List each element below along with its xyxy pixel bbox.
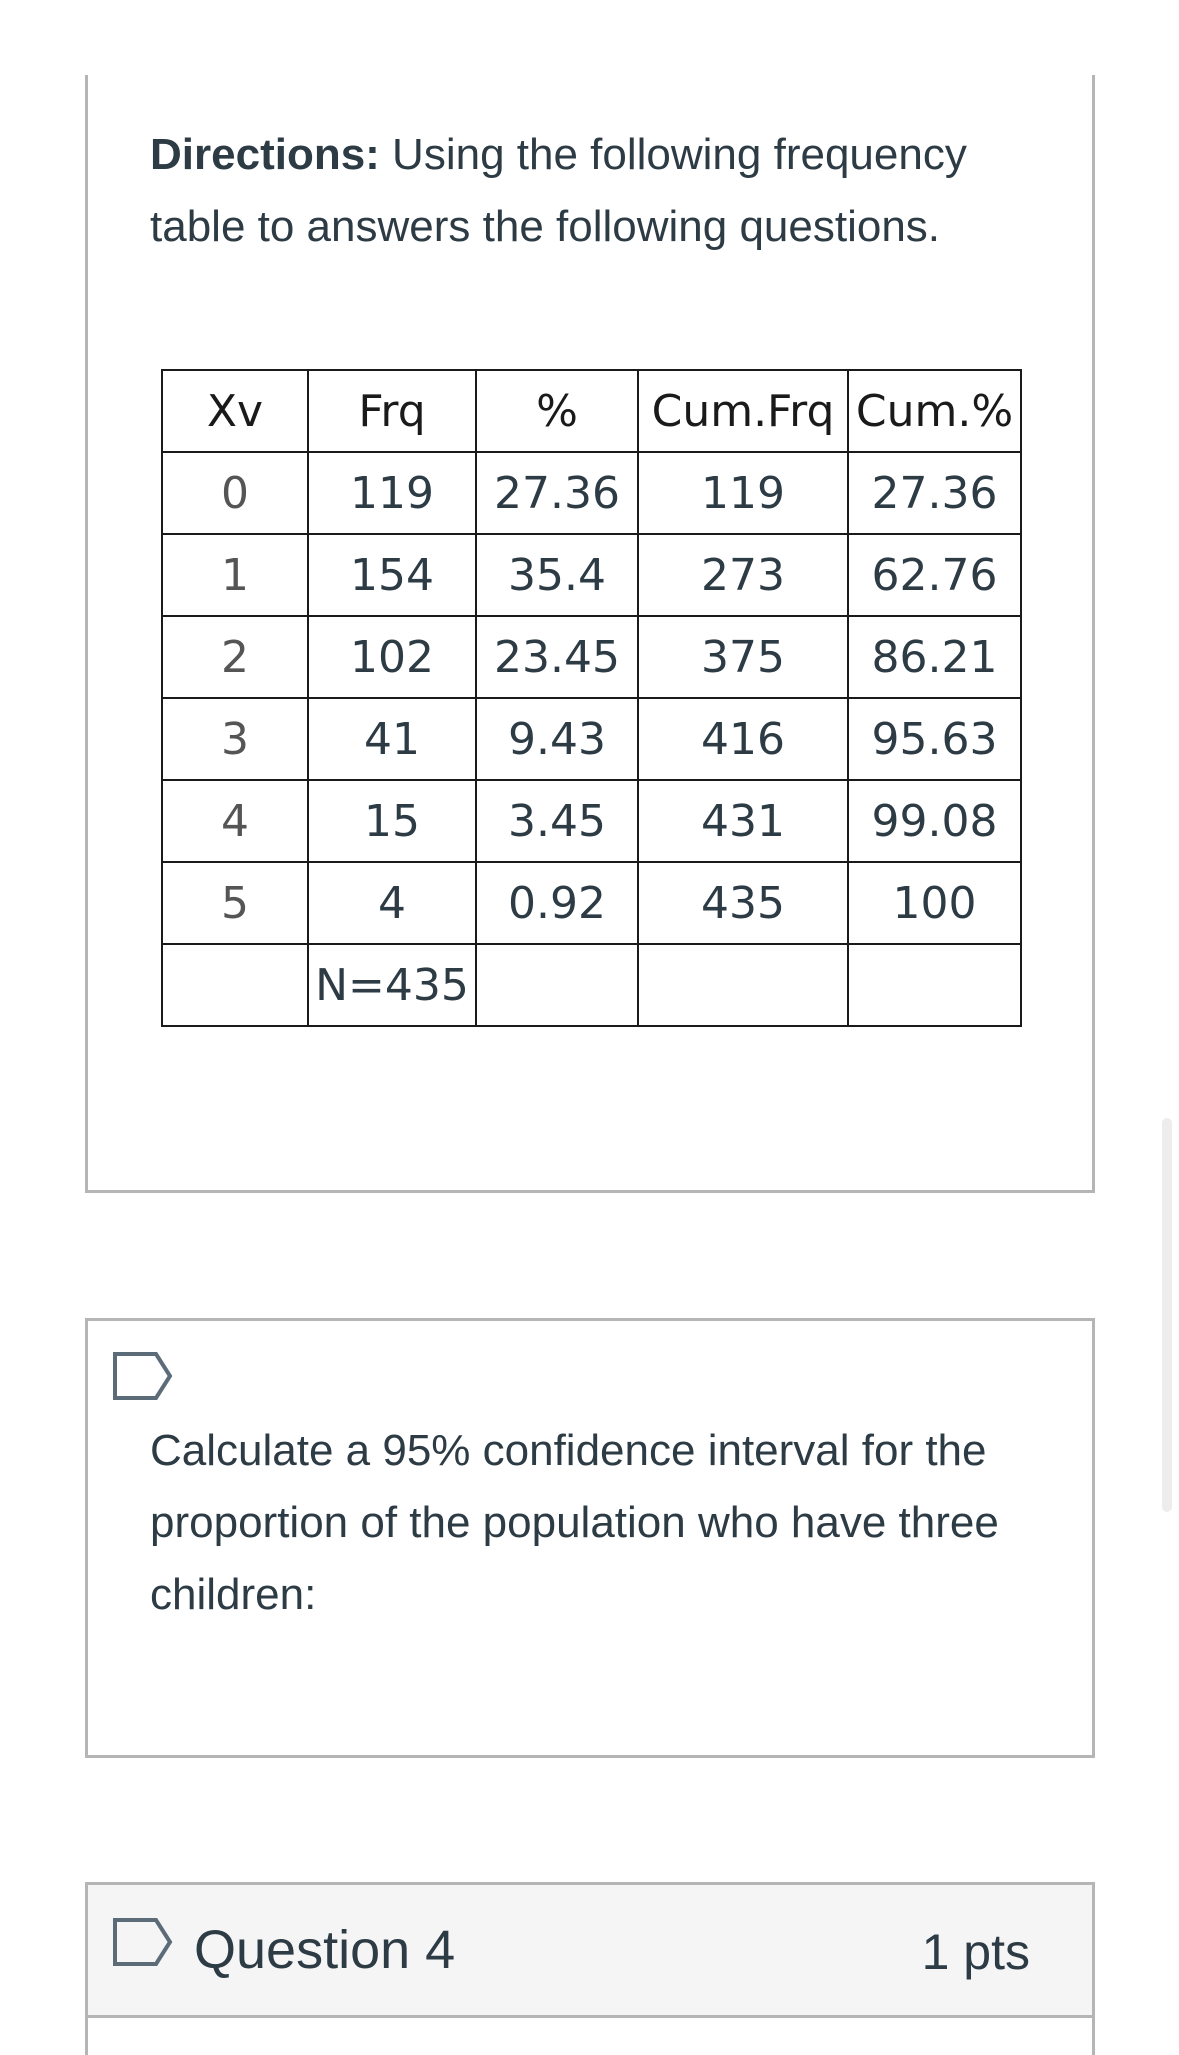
cell-cum-percent: 99.08 (848, 780, 1021, 862)
frequency-table (161, 369, 1022, 1027)
cell-percent: 35.4 (476, 534, 638, 616)
cell-xv: 0 (162, 452, 308, 534)
footer-cell (476, 944, 638, 1026)
directions-text (150, 119, 1030, 263)
table-row (162, 780, 1021, 862)
cell-xv: 1 (162, 534, 308, 616)
header-percent: % (476, 370, 638, 452)
cell-xv: 4 (162, 780, 308, 862)
table-row (162, 862, 1021, 944)
cell-cum-percent: 62.76 (848, 534, 1021, 616)
footer-cell (638, 944, 848, 1026)
cell-cum-frq: 416 (638, 698, 848, 780)
footer-cell (848, 944, 1021, 1026)
directions-body: Using the following frequency table to answers the following questions. (150, 130, 967, 251)
table-footer-row (162, 944, 1021, 1026)
question-3-text: Calculate a 95% confidence interval for the proportion of the population who have three children: (150, 1426, 999, 1619)
cell-percent: 27.36 (476, 452, 638, 534)
cell-cum-percent: 95.63 (848, 698, 1021, 780)
question-4-header (85, 1882, 1095, 2018)
header-xv: Xv (162, 370, 308, 452)
cell-frq: 119 (308, 452, 476, 534)
table-row (162, 534, 1021, 616)
cell-percent: 0.92 (476, 862, 638, 944)
cell-percent: 23.45 (476, 616, 638, 698)
footer-cell (162, 944, 308, 1026)
cell-cum-frq: 273 (638, 534, 848, 616)
cell-percent: 9.43 (476, 698, 638, 780)
header-cum-percent: Cum.% (848, 370, 1021, 452)
bookmark-icon[interactable] (112, 1351, 174, 1401)
cell-cum-frq: 119 (638, 452, 848, 534)
cell-frq: 41 (308, 698, 476, 780)
table-row (162, 698, 1021, 780)
cell-xv: 2 (162, 616, 308, 698)
cell-frq: 15 (308, 780, 476, 862)
cell-cum-percent: 100 (848, 862, 1021, 944)
scrollbar[interactable] (1162, 1118, 1172, 1512)
cell-frq: 4 (308, 862, 476, 944)
cell-xv: 3 (162, 698, 308, 780)
cell-percent: 3.45 (476, 780, 638, 862)
cell-cum-percent: 86.21 (848, 616, 1021, 698)
cell-cum-frq: 375 (638, 616, 848, 698)
table-row (162, 452, 1021, 534)
table-header-row (162, 370, 1021, 452)
cell-frq: 154 (308, 534, 476, 616)
question-4-title: Question 4 (194, 1920, 456, 1980)
question-3-panel (85, 1318, 1095, 1758)
directions-panel (85, 75, 1095, 1193)
question-4-points: 1 pts (921, 1924, 1030, 1980)
cell-cum-frq: 435 (638, 862, 848, 944)
cell-xv: 5 (162, 862, 308, 944)
cell-cum-percent: 27.36 (848, 452, 1021, 534)
directions-lead: Directions: (150, 130, 380, 179)
table-row (162, 616, 1021, 698)
cell-frq: 102 (308, 616, 476, 698)
footer-total-n: N=435 (308, 944, 476, 1026)
header-frq: Frq (308, 370, 476, 452)
bookmark-icon[interactable] (112, 1917, 174, 1967)
header-cum-frq: Cum.Frq (638, 370, 848, 452)
cell-cum-frq: 431 (638, 780, 848, 862)
question-4-body (85, 2015, 1095, 2055)
